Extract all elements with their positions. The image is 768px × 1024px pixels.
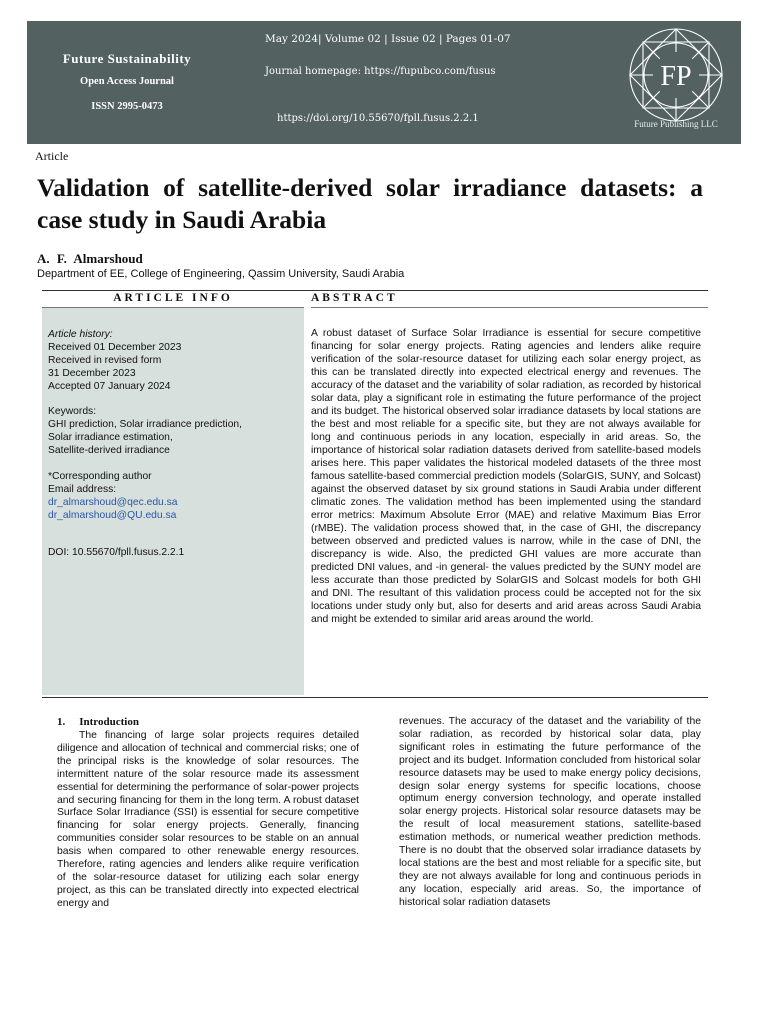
keywords-line: Solar irradiance estimation, xyxy=(48,432,173,443)
issue-line: May 2024| Volume 02 | Issue 02 | Pages 01-07 xyxy=(265,33,511,45)
article-doi: DOI: 10.55670/fpll.fusus.2.2.1 xyxy=(48,547,185,558)
keywords-label: Keywords: xyxy=(48,406,97,417)
article-history xyxy=(48,328,181,393)
email-label: Email address: xyxy=(48,484,117,495)
email-link[interactable]: dr_almarshoud@qec.edu.sa xyxy=(48,497,178,508)
journal-issn: ISSN 2995-0473 xyxy=(91,101,163,112)
intro-paragraph-left: The financing of large solar projects requires detailed diligence and allocation of technical and commercial risks; one of the principal risks is the knowledge of solar resources. The intermittent nature of the solar resource made its assessment essential for determining the performance of solar-power projects and securing financing for them in the long term. A robust dataset Surface Solar Irradiance (SSI) is essential for secure competitive financing for solar energy projects. Generally, financing communities consider solar resources to be stable on an annual basis when compared to other renewable energy resources. Therefore, rating agencies and lenders alike require verification of the solar-resource dataset for utilizing each solar energy project, as this can be translated directly into expected electrical energy and xyxy=(57,730,359,909)
publisher-name: Future Publishing LLC xyxy=(634,119,718,129)
article-info-heading: ARTICLE INFO xyxy=(113,292,233,304)
received-date: Received 01 December 2023 xyxy=(48,342,182,353)
history-label: Article history: xyxy=(48,329,113,340)
journal-homepage-link[interactable]: Journal homepage: https://fupubco.com/fusus xyxy=(265,66,496,77)
email-link[interactable]: dr_almarshoud@QU.edu.sa xyxy=(48,510,177,521)
revised-date: 31 December 2023 xyxy=(48,368,136,379)
keywords-line: Satellite-derived irradiance xyxy=(48,445,170,456)
abstract-heading: ABSTRACT xyxy=(311,292,398,304)
accepted-date: Accepted 07 January 2024 xyxy=(48,381,171,392)
logo-text: FP xyxy=(660,61,692,92)
divider xyxy=(42,697,708,698)
journal-banner xyxy=(27,21,741,144)
abstract-text: A robust dataset of Surface Solar Irradiance is essential for secure competitive financing for solar energy projects. Rating agencies and lenders alike require verification of the solar-resource dataset for utilizing each solar energy project, as this can be translated directly into expected electrical energy and revenues. The accuracy of the dataset and the variability of solar radiation, as recorded by historical solar data, play a significant role in estimating the future performance of the project and its budget. The historical observed solar irradiance datasets by local stations are the best and most reliable for a specific site, but they are not always available for long and continuous periods in any location, especially in arid areas. So, the importance of historical solar radiation datasets derived from satellite-based models arises here. This paper validates the historical modeled datasets of the three most famous satellite-based commercial prediction models (SolarGIS, SUNY, and Solcast) against the observed dataset by six ground stations in Saudi Arabia under different climatic zones. The validation method has been implemented using the standard error metrics: Maximum Absolute Error (MAE) and relative Maximum Bias Error (rMBE). The validation process showed that, in the case of GHI, the discrepancy between observed and predicted values is narrow, while in the case of DNI, the discrepancy is wide. Also, the predicted GHI values are more accurate than predicted DNI values, and -in general- the values predicted by the SUNY model are less accurate than those predicted by SolarGIS and Solcast models for both GHI and DNI. The resultant of this validation process could be accepted not for the six locations under study only but, also for deserts and arid areas across Saudi Arabia and might be extended to similar arid areas around the world. xyxy=(311,328,701,625)
divider xyxy=(311,307,708,308)
keywords xyxy=(48,405,242,457)
section-title: Introduction xyxy=(79,716,139,728)
section-number: 1. xyxy=(57,716,66,728)
corresponding-label: *Corresponding author xyxy=(48,471,152,482)
divider xyxy=(42,290,708,291)
author: A. F. Almarshoud xyxy=(37,251,143,266)
revised-label: Received in revised form xyxy=(48,355,162,366)
journal-name: Future Sustainability xyxy=(62,51,192,66)
affiliation: Department of EE, College of Engineering, Qassim University, Saudi Arabia xyxy=(37,268,405,280)
keywords-line: GHI prediction, Solar irradiance prediction, xyxy=(48,419,243,430)
paper-title: Validation of satellite-derived solar irradiance datasets: a case study in Saudi Arabia xyxy=(37,173,703,234)
correspondence xyxy=(48,470,178,522)
section-heading xyxy=(57,716,153,728)
article-type-label: Article xyxy=(35,149,69,163)
doi-link[interactable]: https://doi.org/10.55670/fpll.fusus.2.2.1 xyxy=(277,113,479,124)
journal-type: Open Access Journal xyxy=(80,76,174,87)
intro-paragraph-right: revenues. The accuracy of the dataset and the variability of the solar radiation, as recorded by historical solar data, play significant roles in estimating the future performance of the project and its budget. Information concluded from historical solar resource datasets may be used to make energy policy decisions, design solar energy systems for specific locations, choose optimum energy conversion technology, and operate installed solar energy projects. Historical solar resource datasets may be the result of local measurement stations, satellite-based estimation methods, or numerical weather prediction methods. There is no doubt that the observed solar irradiance datasets by local stations are the best and most reliable for a specific site, but they are not always available for long and continuous periods in any location, especially arid areas. So, the importance of historical solar radiation datasets xyxy=(399,716,701,908)
